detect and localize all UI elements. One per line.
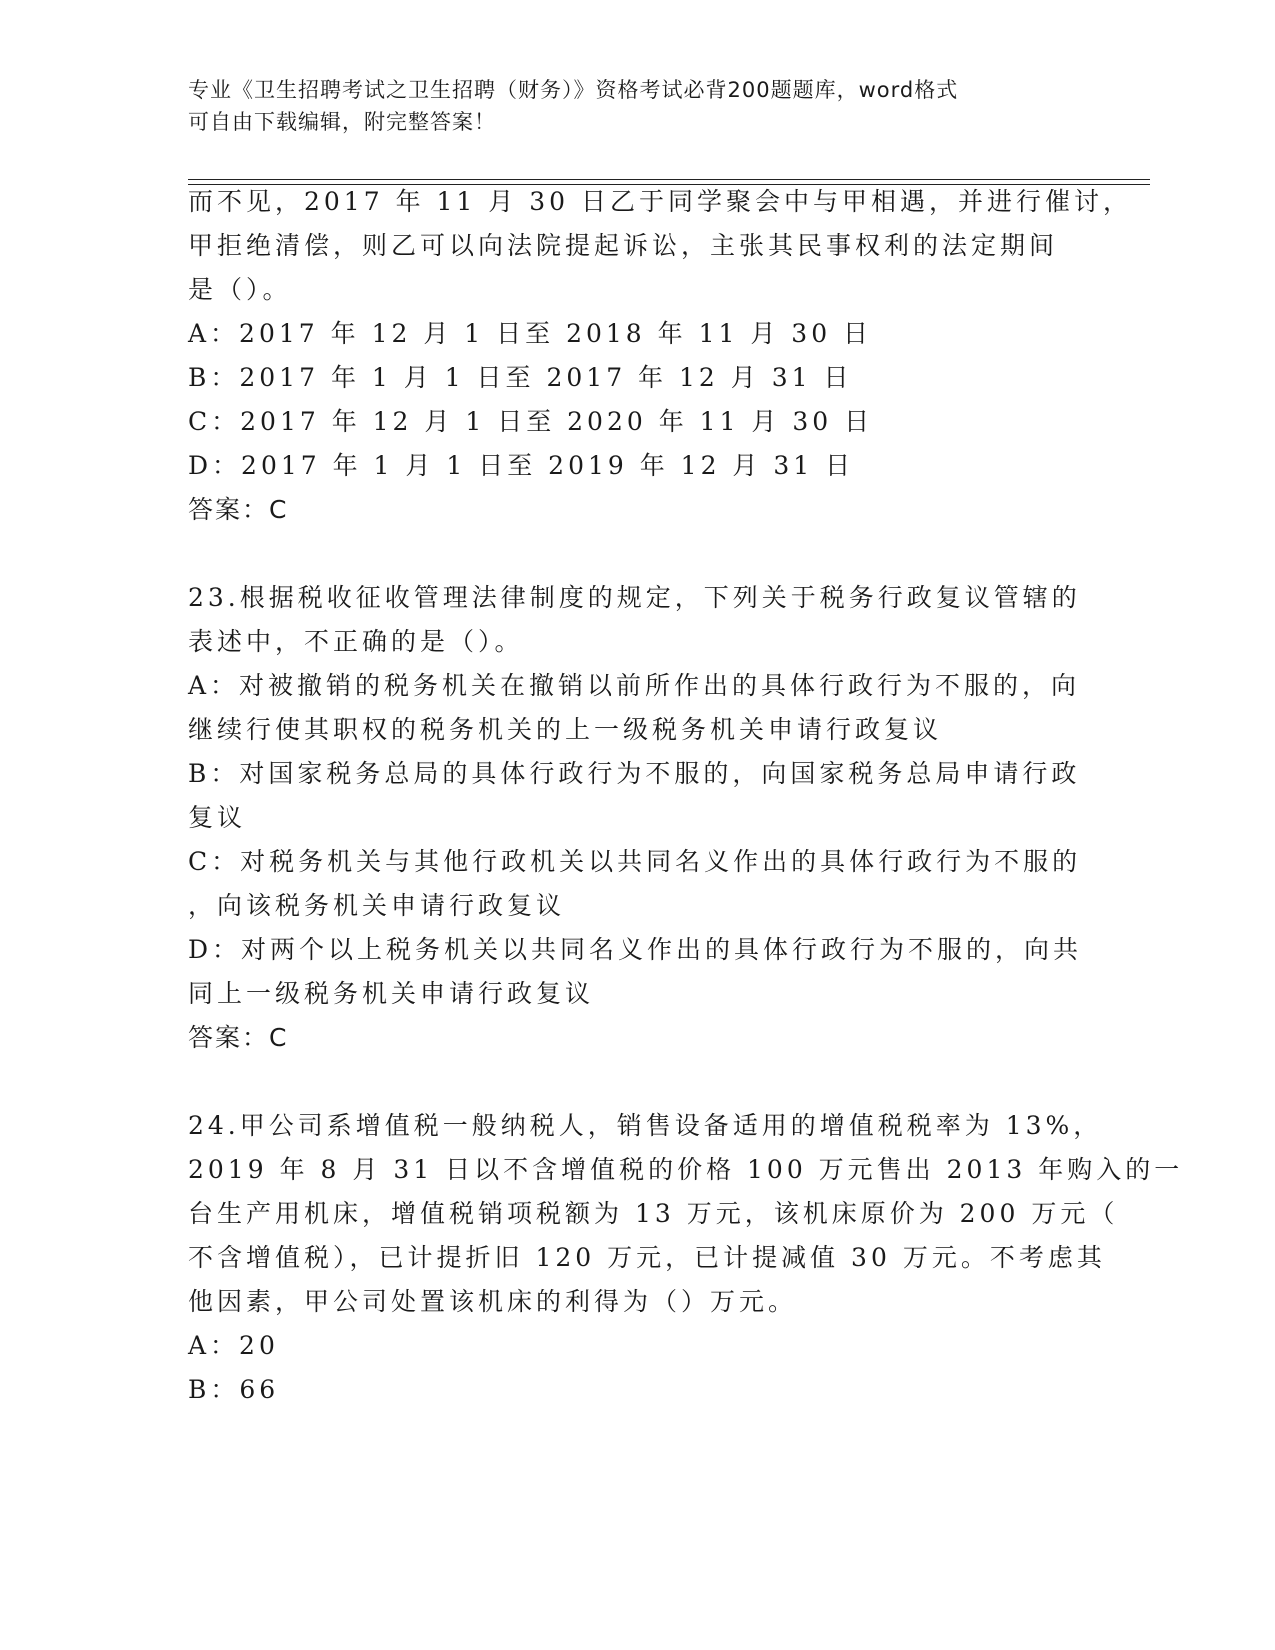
q23-option-c-line-1: C：对税务机关与其他行政机关以共同名义作出的具体行政行为不服的 bbox=[188, 847, 1082, 876]
q23-option-b-line-2: 复议 bbox=[188, 803, 247, 832]
q22-option-a: A：2017 年 12 月 1 日至 2018 年 11 月 30 日 bbox=[188, 319, 873, 348]
q23-option-d-line-1: D：对两个以上税务机关以共同名义作出的具体行政行为不服的，向共 bbox=[188, 935, 1083, 964]
q22-option-c: C：2017 年 12 月 1 日至 2020 年 11 月 30 日 bbox=[188, 407, 874, 436]
document-header bbox=[188, 74, 1088, 138]
q23-option-d-line-2: 同上一级税务机关申请行政复议 bbox=[188, 979, 595, 1008]
header-title-line-1: 专业《卫生招聘考试之卫生招聘（财务）》资格考试必背200题题库，word格式 bbox=[188, 78, 959, 102]
q24-stem-line-4: 不含增值税），已计提折旧 120 万元，已计提减值 30 万元。不考虑其 bbox=[188, 1243, 1106, 1272]
header-divider-top bbox=[188, 179, 1150, 180]
q23-option-c-line-2: ，向该税务机关申请行政复议 bbox=[188, 891, 566, 920]
q23-stem-line-2: 表述中，不正确的是（）。 bbox=[188, 627, 524, 656]
q24-stem-line-3: 台生产用机床，增值税销项税额为 13 万元，该机床原价为 200 万元（ bbox=[188, 1199, 1119, 1228]
q22-stem-line-3: 是（）。 bbox=[188, 275, 292, 304]
q24-stem-line-5: 他因素，甲公司处置该机床的利得为（）万元。 bbox=[188, 1287, 798, 1316]
q23-stem-line-1: 23.根据税收征收管理法律制度的规定，下列关于税务行政复议管辖的 bbox=[188, 583, 1081, 612]
header-title-line-2: 可自由下载编辑，附完整答案！ bbox=[188, 110, 496, 134]
header-divider-bottom bbox=[188, 184, 1150, 185]
q23-option-b-line-1: B：对国家税务总局的具体行政行为不服的，向国家税务总局申请行政 bbox=[188, 759, 1081, 788]
q22-stem-line-2: 甲拒绝清偿，则乙可以向法院提起诉讼，主张其民事权利的法定期间 bbox=[188, 231, 1059, 260]
q22-option-b: B：2017 年 1 月 1 日至 2017 年 12 月 31 日 bbox=[188, 363, 853, 392]
q22-stem-line-1: 而不见，2017 年 11 月 30 日乙于同学聚会中与甲相遇，并进行催讨， bbox=[188, 187, 1132, 216]
q24-stem-line-1: 24.甲公司系增值税一般纳税人，销售设备适用的增值税税率为 13%， bbox=[188, 1111, 1103, 1140]
q22-answer: 答案：C bbox=[188, 495, 289, 524]
q23-answer: 答案：C bbox=[188, 1023, 289, 1052]
q24-option-a: A：20 bbox=[188, 1331, 279, 1360]
q23-option-a-line-2: 继续行使其职权的税务机关的上一级税务机关申请行政复议 bbox=[188, 715, 943, 744]
q24-stem-line-2: 2019 年 8 月 31 日以不含增值税的价格 100 万元售出 2013 年购入的一 bbox=[188, 1155, 1184, 1184]
q22-option-d: D：2017 年 1 月 1 日至 2019 年 12 月 31 日 bbox=[188, 451, 855, 480]
q24-option-b: B：66 bbox=[188, 1375, 280, 1404]
q23-option-a-line-1: A：对被撤销的税务机关在撤销以前所作出的具体行政行为不服的，向 bbox=[188, 671, 1081, 700]
